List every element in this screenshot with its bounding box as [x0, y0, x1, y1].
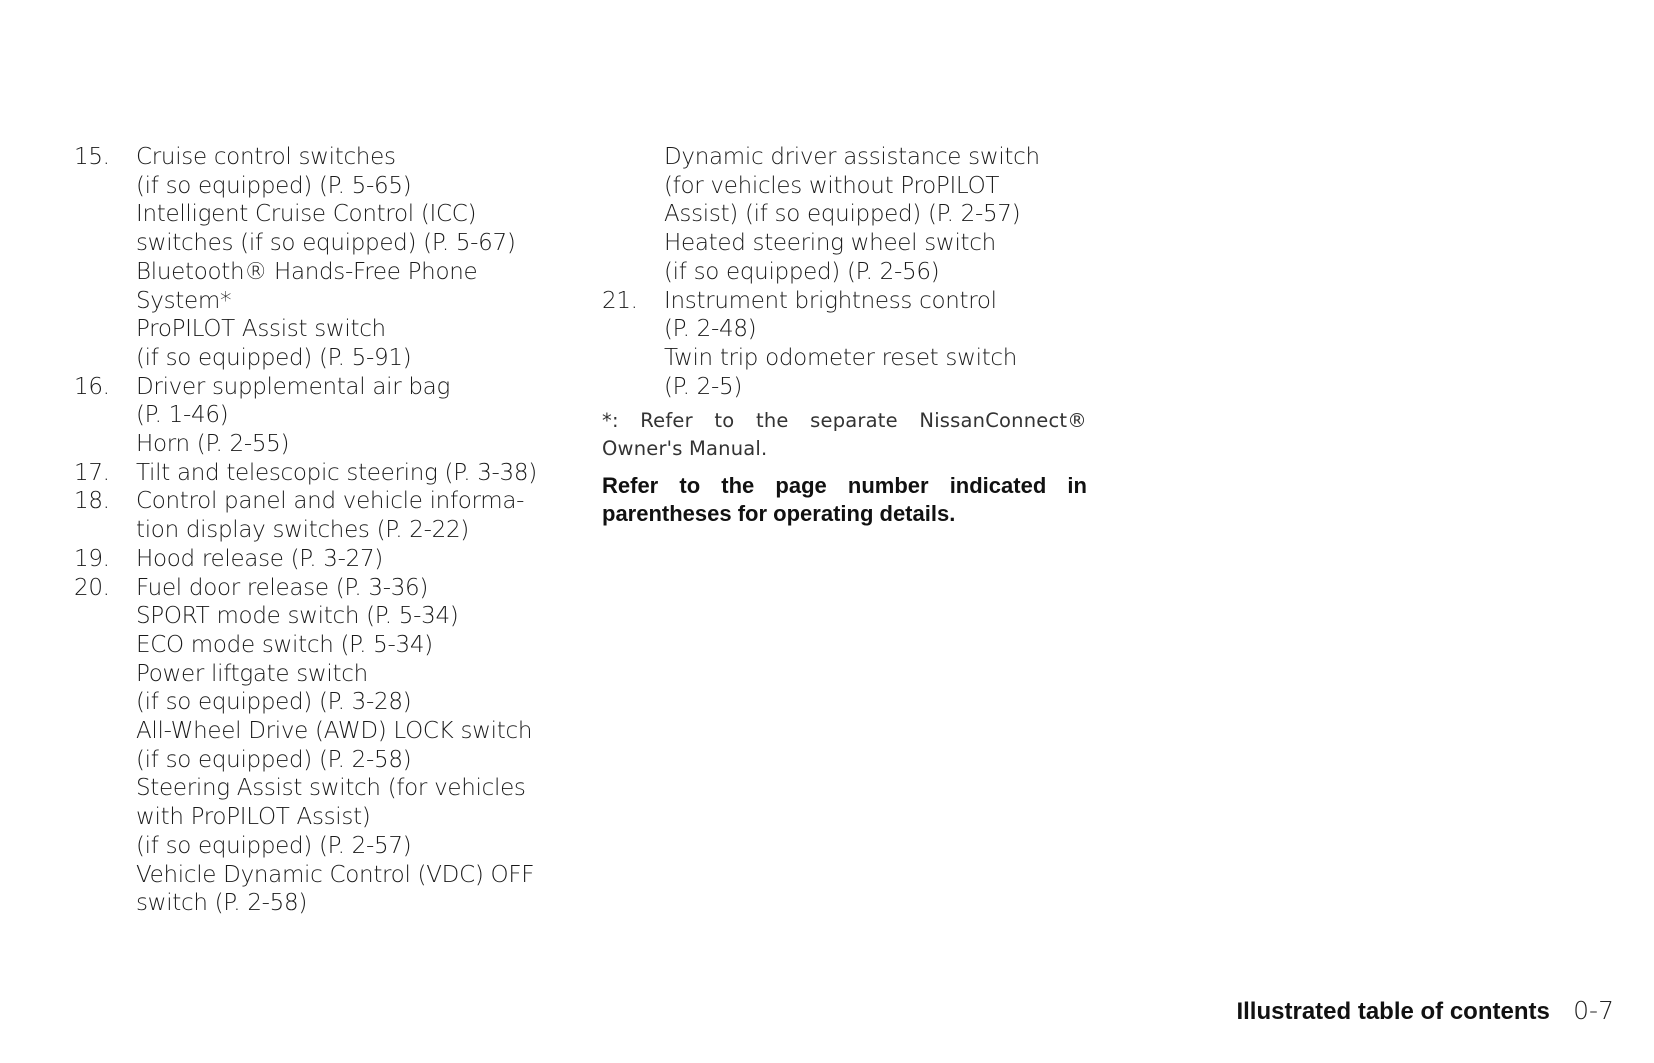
note-word: Refer: [602, 473, 659, 499]
note-line: [602, 472, 1087, 500]
item-line: (if so equipped) (P. 2-57): [136, 832, 412, 859]
list-item: [74, 459, 574, 488]
item-text: [136, 373, 574, 459]
item-line: Fuel door release (P. 3-36): [136, 574, 429, 601]
item-text: [136, 545, 574, 574]
item-line: Heated steering wheel switch: [664, 230, 996, 257]
item-number: 20.: [74, 574, 110, 601]
item-line: Intelligent Cruise Control (ICC): [136, 201, 477, 228]
item-line: Dynamic driver assistance switch: [664, 144, 1040, 170]
list-item: [74, 574, 574, 918]
item-number: 17.: [74, 459, 110, 486]
footnote-word: NissanConnect®: [919, 409, 1087, 433]
list-item: [74, 487, 574, 544]
footnote: [602, 407, 1087, 463]
section-title: Illustrated table of contents: [1236, 998, 1550, 1025]
item-line: System*: [136, 287, 232, 314]
item-line: switches (if so equipped) (P. 5-67): [136, 230, 516, 257]
footnote-word: separate: [810, 409, 898, 433]
item-number: 18.: [74, 488, 110, 515]
item-number: 15.: [74, 144, 110, 170]
item-line: Cruise control switches: [136, 144, 396, 170]
item-text: [136, 143, 574, 373]
item-line: Twin trip odometer reset switch: [664, 344, 1018, 371]
item-line: Vehicle Dynamic Control (VDC) OFF: [136, 861, 535, 888]
item-line: Power liftgate switch: [136, 660, 368, 687]
footnote-word: Refer: [640, 409, 693, 433]
item-line: (if so equipped) (P. 5-91): [136, 344, 412, 371]
item-line: Control panel and vehicle informa-: [136, 488, 525, 515]
item-text: [136, 487, 574, 544]
item-line: (for vehicles without ProPILOT: [664, 172, 1000, 199]
list-item: [74, 545, 574, 574]
item-line: switch (P. 2-58): [136, 890, 307, 917]
page-footer: [1236, 996, 1614, 1026]
list-item: [74, 143, 574, 373]
item-line: Driver supplemental air bag: [136, 373, 450, 400]
note-line: parentheses for operating details.: [602, 501, 956, 527]
note-word: number: [847, 473, 929, 499]
item-line: Assist) (if so equipped) (P. 2-57): [664, 201, 1021, 228]
list-item-continued: [664, 143, 1092, 287]
item-text: [136, 459, 574, 488]
left-column: [74, 143, 574, 918]
footnote-line: [602, 407, 1087, 435]
footnote-line: Owner's Manual.: [602, 437, 768, 461]
item-line: (if so equipped) (P. 2-58): [136, 746, 412, 773]
item-line: tion display switches (P. 2-22): [136, 517, 469, 544]
note-word: the: [721, 473, 755, 499]
item-line: Steering Assist switch (for vehicles: [136, 775, 526, 802]
right-column: [602, 143, 1092, 528]
item-line: Hood release (P. 3-27): [136, 545, 383, 572]
item-line: (if so equipped) (P. 5-65): [136, 172, 412, 199]
footnote-word: *:: [602, 409, 619, 433]
item-line: ECO mode switch (P. 5-34): [136, 631, 433, 658]
note-word: to: [679, 473, 701, 499]
item-number: 21.: [602, 287, 638, 314]
page-number: 0-7: [1573, 996, 1614, 1025]
item-line: (P. 1-46): [136, 402, 229, 429]
note-word: in: [1067, 473, 1087, 499]
list-item: [74, 373, 574, 459]
item-line: SPORT mode switch (P. 5-34): [136, 603, 459, 630]
item-number: 19.: [74, 545, 110, 572]
item-text: [136, 574, 574, 918]
item-line: Bluetooth® Hands-Free Phone: [136, 258, 478, 285]
item-line: (if so equipped) (P. 3-28): [136, 689, 412, 716]
item-line: Horn (P. 2-55): [136, 431, 290, 458]
item-line: All-Wheel Drive (AWD) LOCK switch: [136, 718, 533, 745]
item-line: (P. 2-5): [664, 373, 743, 400]
item-line: Instrument brightness control: [664, 287, 997, 314]
item-line: with ProPILOT Assist): [136, 804, 371, 831]
item-line: (P. 2-48): [664, 316, 757, 343]
list-item: [602, 287, 1092, 402]
note-word: indicated: [949, 473, 1047, 499]
item-number: 16.: [74, 373, 110, 400]
operating-details-note: [602, 472, 1087, 528]
item-line: Tilt and telescopic steering (P. 3-38): [136, 459, 537, 486]
footnote-word: to: [714, 409, 735, 433]
item-text: [664, 287, 1092, 402]
item-line: ProPILOT Assist switch: [136, 316, 386, 343]
footnote-word: the: [755, 409, 789, 433]
note-word: page: [775, 473, 827, 499]
item-line: (if so equipped) (P. 2-56): [664, 258, 940, 285]
